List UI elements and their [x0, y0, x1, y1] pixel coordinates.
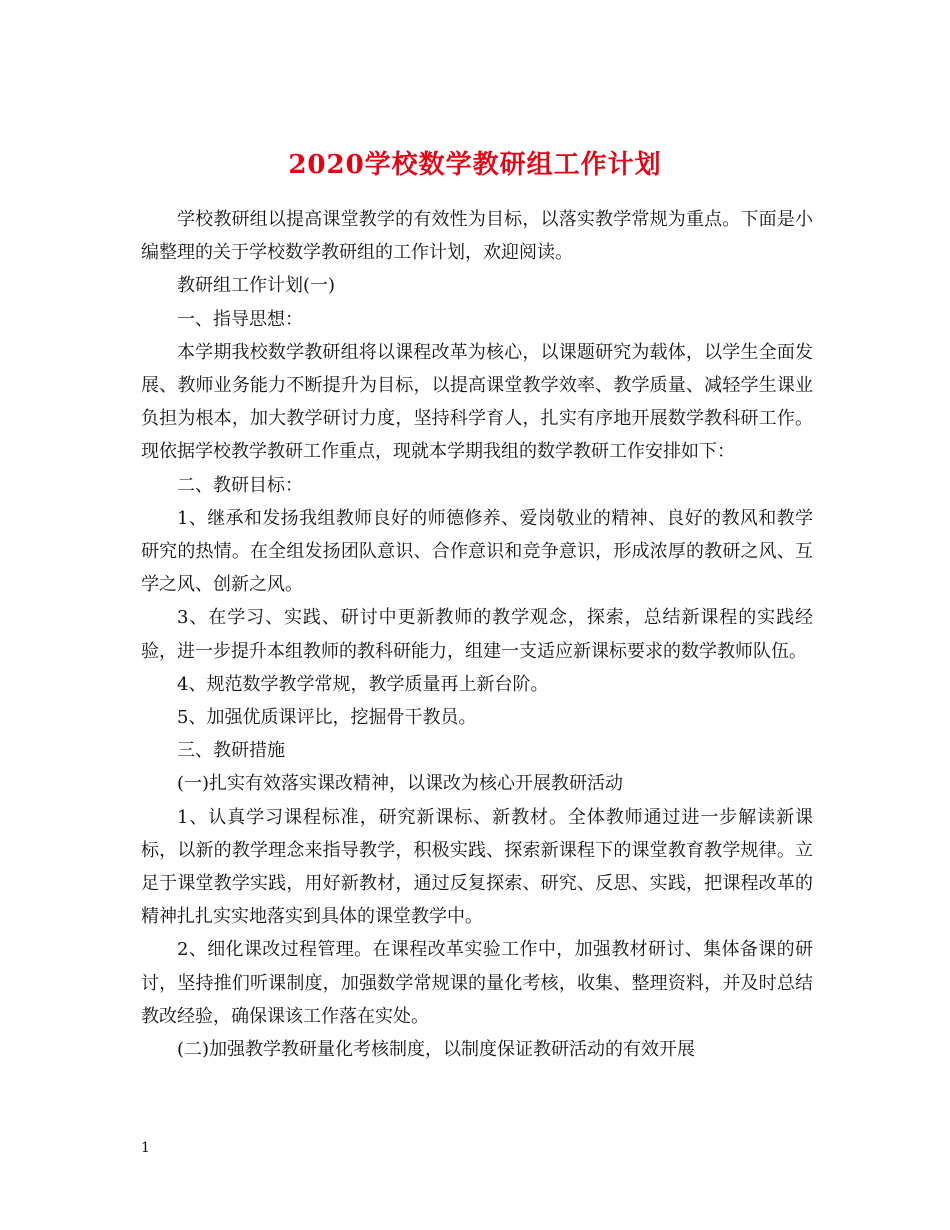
- section-heading-goals: 二、教研目标：: [177, 474, 303, 496]
- section-heading-measures: 三、教研措施: [177, 740, 285, 762]
- paragraph-plan-heading: 教研组工作计划(一): [177, 275, 336, 297]
- paragraph-goal-1: 1、继承和发扬我组教师良好的师德修养、爱岗敬业的精神、良好的教风和教学研究的热情。在全组发扬团队意识、合作意识和竞争意识，形成浓厚的教研之风、互学之风、创新之风。: [141, 507, 813, 596]
- paragraph-goal-5: 5、加强优质课评比，挖掘骨干教员。: [177, 707, 477, 729]
- document-title: 2020学校数学教研组工作计划: [288, 150, 662, 181]
- paragraph-intro: 学校教研组以提高课堂教学的有效性为目标，以落实教学常规为重点。下面是小编整理的关于学校数学教研组的工作计划，欢迎阅读。: [141, 209, 813, 264]
- paragraph-measure-2: 2、细化课改过程管理。在课程改革实验工作中，加强教材研讨、集体备课的研讨，坚持推们听课制度，加强数学常规课的量化考核，收集、整理资料，并及时总结教改经验，确保课该工作落在实处。: [141, 939, 813, 1027]
- section-heading-guiding-thought: 一、指导思想：: [177, 308, 303, 330]
- paragraph-goal-4: 4、规范数学教学常规，教学质量再上新台阶。: [177, 673, 549, 695]
- paragraph-measure-1: 1、认真学习课程标准，研究新课标、新教材。全体教师通过进一步解读新课标，以新的教学理念来指导教学，积极实践、探索新课程下的课堂教育教学规律。立足于课堂教学实践，用好新教材，通过反复探索、研究、反思、实践，把课程改革的精神扎扎实实地落实到具体的课堂教学中。: [141, 806, 813, 928]
- subsection-heading-one: (一)扎实有效落实课改精神，以课改为核心开展教研活动: [177, 773, 624, 795]
- document-body: [141, 203, 813, 1066]
- paragraph-goal-3: 3、在学习、实践、研讨中更新教师的教学观念，探索，总结新课程的实践经验，进一步提升本组教师的教科研能力，组建一支适应新课标要求的数学教师队伍。: [141, 607, 813, 662]
- subsection-heading-two: (二)加强教学教研量化考核制度，以制度保证教研活动的有效开展: [177, 1039, 696, 1061]
- page-number: 1: [141, 1140, 150, 1156]
- paragraph-guiding-thought: 本学期我校数学教研组将以课程改革为核心，以课题研究为载体，以学生全面发展、教师业务能力不断提升为目标，以提高课堂教学效率、教学质量、减轻学生课业负担为根本，加大教学研讨力度，坚持科学育人，扎实有序地开展数学教科研工作。现依据学校教学教研工作重点，现就本学期我组的数学教研工作安排如下：: [141, 341, 813, 463]
